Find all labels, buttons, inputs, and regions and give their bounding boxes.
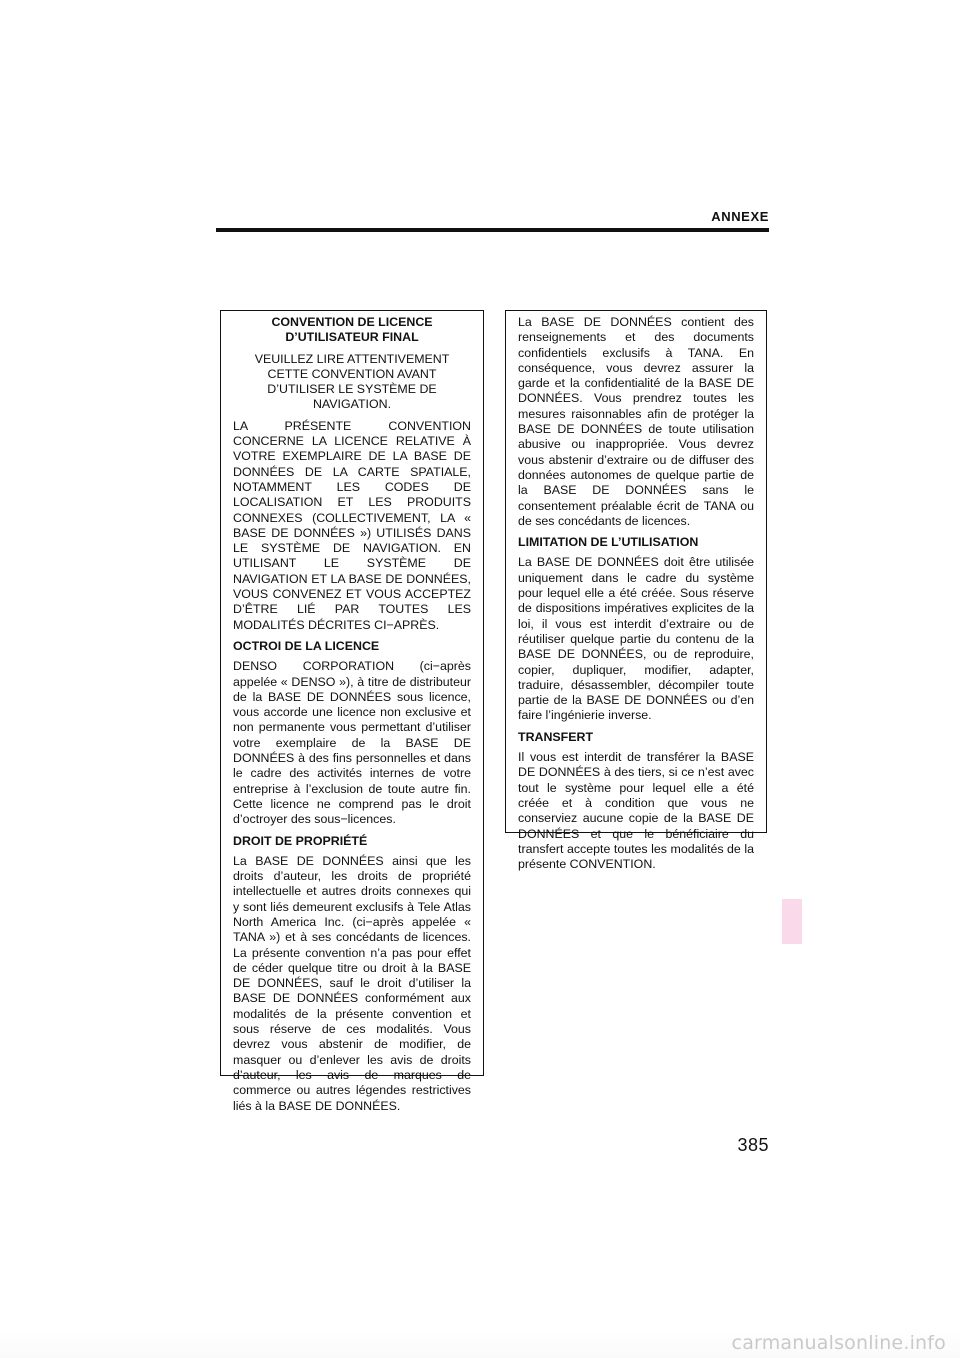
limitation-paragraph: La BASE DE DONNÉES doit être utilisée uniquement dans le cadre du système pour lequel elle a été créée. Sous réserve de dispositions impératives explicites de la loi, il vous est interdit d’extraire ou de réutiliser quelque partie du contenu de la BASE DE DONNÉES, ou de reproduire, copier, dupliquer, modifier, adapter, traduire, désassembler, décompiler toute partie de la BASE DE DONNÉES ou d’en faire l’ingénierie inverse.: [518, 555, 754, 723]
limitation-heading: LIMITATION DE L’UTILISATION: [518, 535, 699, 550]
ownership-heading: DROIT DE PROPRIÉTÉ: [233, 833, 368, 848]
right-column-box: [505, 310, 767, 872]
instruction-text: VEUILLEZ LIRE ATTENTIVEMENT CETTE CONVENTION AVANT D’UTILISER LE SYSTÈME DE NAVIGATION.: [254, 351, 450, 412]
license-title-line2: D’UTILISATEUR FINAL: [285, 330, 419, 345]
section-side-tab: [782, 899, 802, 944]
transfer-paragraph: Il vous est interdit de transférer la BASE DE DONNÉES à des tiers, si ce n’est avec tout le système pour lequel elle a été créée et à condition que vous ne conserviez aucune copie de la BASE DE DONNÉES et que le bénéficiaire du transfert accepte toutes les modalités de la présente CONVENTION.: [518, 750, 754, 872]
intro-paragraph: LA PRÉSENTE CONVENTION CONCERNE LA LICENCE RELATIVE À VOTRE EXEMPLAIRE DE LA BASE DE DONNÉES DE LA CARTE SPATIALE, NOTAMMENT LES CODES DE LOCALISATION ET LES PRODUITS CONNEXES (COLLECTIVEMENT, LA « BASE DE DONNÉES ») UTILISÉS DANS LE SYSTÈME DE NAVIGATION. EN UTILISANT LE SYSTÈME DE NAVIGATION ET LA BASE DE DONNÉES, VOUS CONVENEZ ET VOUS ACCEPTEZ D’ÊTRE LIÉ PAR TOUTES LES MODALITÉS DÉCRITES CI−APRÈS.: [233, 418, 471, 632]
section-header: ANNEXE: [711, 209, 769, 224]
license-title-line1: CONVENTION DE LICENCE: [271, 315, 433, 329]
ownership-paragraph: La BASE DE DONNÉES ainsi que les droits d’auteur, les droits de propriété intellectuelle et autres droits connexes qui y sont liés demeurent exclusifs à Tele Atlas North America Inc. (ci−après appelée « TANA ») et à ses concédants de licences. La présente convention n’a pas pour effet de céder quelque titre ou droit à la BASE DE DONNÉES, sauf le droit d’utiliser la BASE DE DONNÉES conformément aux modalités de la présente convention et sous réserve de ces modalités. Vous devrez vous abstenir de modifier, de masquer ou d’enlever les avis de droits d’auteur, les avis de marques de commerce ou autres légendes restrictives liés à la BASE DE DONNÉES.: [233, 853, 471, 1113]
header-rule: [216, 228, 769, 232]
grant-paragraph: DENSO CORPORATION (ci−après appelée « DENSO »), à titre de distributeur de la BASE DE DONNÉES sous licence, vous accorde une licence non exclusive et non permanente vous permettant d’utiliser votre exemplaire de la BASE DE DONNÉES à des fins personnelles et dans le cadre des activités internes de votre entreprise à l’exclusion de toute autre fin. Cette licence ne comprend pas le droit d’octroyer des sous−licences.: [233, 659, 471, 827]
footer-watermark-bar: [0, 1330, 960, 1358]
grant-heading: OCTROI DE LA LICENCE: [233, 638, 380, 653]
watermark-text: carmanualsonline.info: [731, 1332, 946, 1354]
confidential-paragraph: La BASE DE DONNÉES contient des renseignements et des documents confidentiels exclusifs à TANA. En conséquence, vous devrez assurer la garde et la confidentialité de la BASE DE DONNÉES. Vous prendrez toutes les mesures raisonnables afin de protéger la BASE DE DONNÉES de toute utilisation abusive ou inappropriée. Vous devrez vous abstenir d’extraire ou de diffuser des données autonomes de quelque partie de la BASE DE DONNÉES sans le consentement préalable écrit de TANA ou de ses concédants de licences.: [518, 315, 754, 528]
left-column-box: [220, 310, 484, 1113]
license-title: [233, 315, 471, 346]
page-number: 385: [737, 1135, 769, 1155]
transfer-heading: TRANSFERT: [518, 729, 594, 744]
